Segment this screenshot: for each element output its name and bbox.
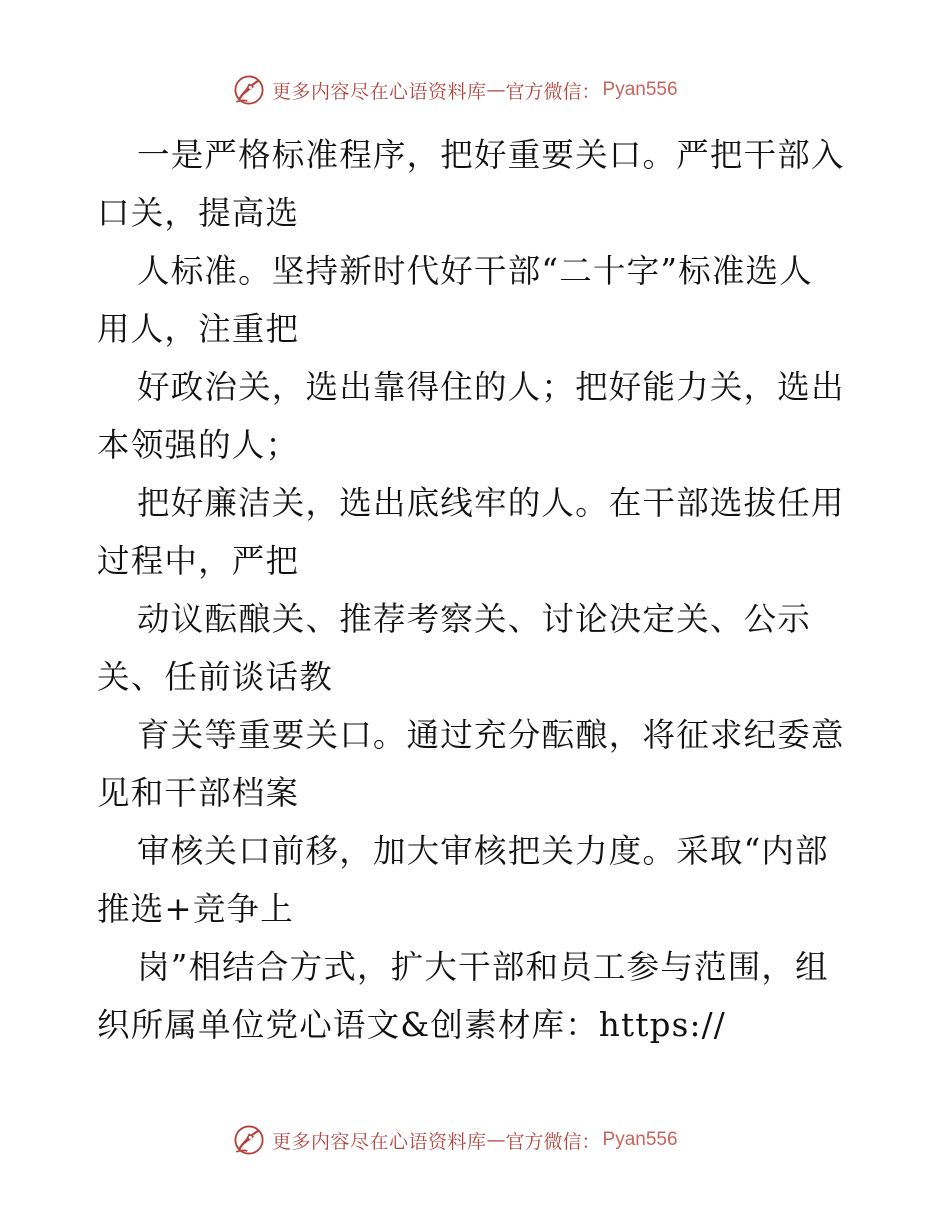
text-line: 岗”相结合方式，扩大干部和员工参与范围，组 bbox=[137, 948, 829, 986]
text-line: 育关等重要关口。通过充分酝酿，将征求纪委意 bbox=[137, 716, 845, 754]
banner-wechat-id: Pyan556 bbox=[602, 1129, 678, 1150]
text-line: 把好廉洁关，选出底线牢的人。在干部选拔任用 bbox=[137, 484, 845, 522]
banner-wechat-label: 官方微信： bbox=[505, 1130, 601, 1153]
banner-wechat-id: Pyan556 bbox=[602, 79, 678, 100]
footer-banner bbox=[232, 1120, 678, 1160]
text-line: 好政治关，选出靠得住的人；把好能力关，选出 bbox=[137, 368, 845, 406]
text-line: 审核关口前移，加大审核把关力度。采取“内部 bbox=[137, 832, 829, 870]
text-line: 一是严格标准程序，把好重要关口。严把干部入 bbox=[137, 136, 845, 174]
banner-separator: — bbox=[486, 79, 506, 101]
text-line: 本领强的人； bbox=[97, 426, 300, 464]
banner-site-text: 更多内容尽在心语资料库 bbox=[272, 80, 487, 103]
text-line: 口关，提高选 bbox=[97, 194, 300, 232]
header-banner bbox=[232, 70, 678, 110]
text-line: 用人，注重把 bbox=[97, 310, 300, 348]
text-line: 推选+竞争上 bbox=[97, 890, 294, 928]
banner-wechat-label: 官方微信： bbox=[505, 80, 601, 103]
text-line: 关、任前谈话教 bbox=[97, 658, 333, 696]
text-line: 过程中，严把 bbox=[97, 542, 300, 580]
banner-separator: — bbox=[486, 1129, 506, 1151]
text-line: 动议酝酿关、推荐考察关、讨论决定关、公示 bbox=[137, 600, 812, 638]
banner-site-text: 更多内容尽在心语资料库 bbox=[272, 1130, 487, 1153]
pen-nib-logo-icon bbox=[232, 73, 266, 107]
text-line: 织所属单位党心语文&创素材库：https:// bbox=[97, 1006, 726, 1044]
text-line: 人标准。坚持新时代好干部“二十字”标准选人 bbox=[137, 252, 813, 290]
text-line: 见和干部档案 bbox=[97, 774, 300, 812]
pen-nib-logo-icon bbox=[232, 1123, 266, 1157]
document-body bbox=[97, 126, 877, 1054]
